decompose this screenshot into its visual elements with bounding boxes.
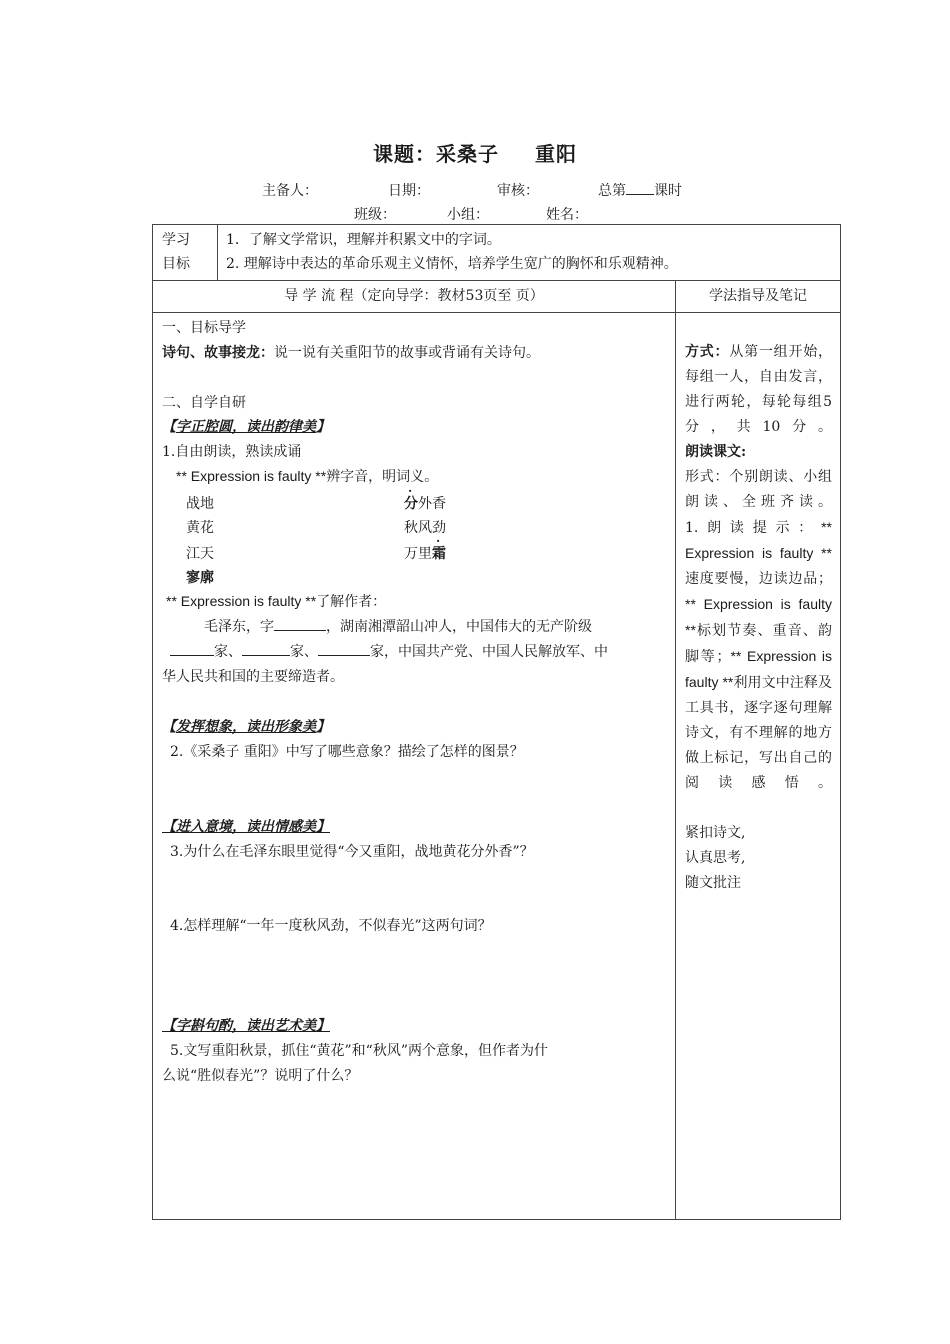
word-5: 江天 (186, 546, 214, 562)
note-read-form: 形式：个别朗读、小组朗读、全班齐读。 (685, 469, 832, 510)
word-1: 战地 (186, 496, 214, 512)
tag-art-text: 【字斟句酌，读出艺术美】 (162, 1018, 330, 1034)
group-label: 小组： (447, 207, 489, 223)
author-task (166, 591, 386, 611)
role-blank-1[interactable] (170, 641, 214, 656)
note-end-1: 紧扣诗文, (685, 825, 746, 841)
tag-imagery: 【发挥想象，读出形象美】 (162, 719, 330, 735)
pronunciation-task (176, 466, 438, 486)
question-2: 2.《采桑子 重阳》中写了哪些意象？描绘了怎样的图景？ (170, 744, 524, 760)
note-tip-1: 1.朗读提示： (685, 520, 822, 536)
objective-item-2: 2. 理解诗中表达的革命乐观主义情怀，培养学生宽广的胸怀和乐观精神。 (226, 256, 678, 272)
question-5-line-2: 么说“胜似春光”？说明了什么？ (162, 1068, 359, 1084)
author-line-3: 华人民共和国的主要缔造者。 (162, 669, 344, 685)
author-2b: 家、 (290, 644, 318, 660)
total-prefix: 总第 (598, 183, 626, 199)
note-end-2: 认真思考, (685, 850, 746, 866)
review-label: 审核： (497, 183, 539, 199)
tag-art (162, 1015, 330, 1035)
word-4: 秋风劲 (404, 520, 446, 536)
section-1-text: 说一说有关重阳节的故事或背诵有关诗句。 (274, 345, 540, 361)
note-read-label: 朗读课文: (685, 444, 747, 460)
author-line-2 (170, 641, 608, 661)
role-blank-3[interactable] (318, 641, 370, 656)
note-tip-4: 利用文中注释及工具书，逐字逐句理解诗文，有不理解的地方做上标记，写出自己的阅读感悟。 (685, 675, 832, 791)
total-lessons (598, 180, 682, 200)
tag-rhythm-text: 字正腔圆，读出韵律美 (176, 419, 316, 435)
tag-rhythm: 【字正腔圆，读出韵律美】 (162, 419, 330, 435)
word-6-head: 万里 (404, 546, 432, 562)
expression-error: ** Expression is faulty ** (176, 468, 327, 484)
note-tip-expr-1: ** Expression is faulty ** (685, 519, 832, 561)
word-2-rest: 外香 (418, 496, 446, 512)
lesson-number-blank[interactable] (626, 180, 654, 195)
note-end-3: 随文批注 (685, 875, 741, 891)
tag-art-label: 字斟句酌，读出艺术美 (176, 1018, 316, 1034)
notes-header: 学法指导及笔记 (709, 288, 807, 304)
tag-emotion (162, 816, 330, 836)
word-3: 黄花 (186, 520, 214, 536)
note-tip-2: 速度要慢，边读边品； (685, 571, 832, 587)
word-2 (404, 493, 446, 513)
note-tips (685, 515, 832, 796)
author-2c: 家，中国共产党、中国人民解放军、中 (370, 644, 608, 660)
question-4: 4.怎样理解“一年一度秋风劲，不似春光”这两句词？ (170, 918, 492, 934)
tag-imagery-text: 发挥想象，读出形象美 (176, 719, 316, 735)
role-blank-2[interactable] (242, 641, 290, 656)
tag-emotion-text: 【进入意境，读出情感美】 (162, 819, 330, 835)
note-tip-3: 标划节奏、重音、韵脚等； (685, 623, 832, 665)
notes-column (685, 340, 832, 896)
section-2-title: 二、自学自研 (162, 395, 246, 411)
date-label: 日期： (388, 183, 430, 199)
note-tip-expr-3: ** Expression is faulty ** (685, 648, 833, 690)
author-task-text: 了解作者： (316, 594, 387, 610)
word-6 (404, 543, 446, 563)
author-2a: 家、 (214, 644, 242, 660)
section-1-lead: 诗句、故事接龙： (162, 345, 274, 361)
note-method-text: 从第一组开始，每组一人，自由发言，进行两轮，每轮每组5分，共10分。 (685, 344, 833, 435)
section-1-title: 一、目标导学 (162, 320, 246, 336)
author-1a: 毛泽东，字 (204, 619, 274, 635)
section-1-line (162, 342, 540, 362)
expression-error-2: ** Expression is faulty ** (166, 593, 317, 609)
name-label: 姓名： (546, 207, 588, 223)
objectives-label-2: 目标 (162, 256, 190, 272)
flow-header: 导 学 流 程（定向导学：教材53页至 页） (284, 288, 544, 304)
word-7: 寥廓 (186, 570, 214, 586)
title-right: 重阳 (535, 142, 577, 166)
class-label: 班级： (354, 207, 396, 223)
word-2-first-char: 分 (404, 496, 418, 512)
author-1b: ，湖南湘潭韶山冲人，中国伟大的无产阶级 (326, 619, 592, 635)
author-line-1 (204, 616, 592, 636)
note-tip-expr-2: ** Expression is faulty ** (685, 596, 832, 638)
objective-item-1: 1．了解文学常识，理解并积累文中的字词。 (226, 232, 501, 248)
courtesy-name-blank[interactable] (274, 616, 326, 631)
preparer-label: 主备人： (262, 183, 318, 199)
note-method-label: 方式： (685, 344, 730, 360)
note-method (685, 340, 832, 440)
total-suffix: 课时 (654, 183, 682, 199)
question-1: 1.自由朗读，熟读成诵 (162, 444, 302, 460)
objectives-label-1: 学习 (162, 232, 190, 248)
word-6-last-char: 霜 (432, 546, 446, 562)
page-title (0, 138, 950, 167)
title-left: 课题：采桑子 (373, 142, 499, 166)
question-5-line-1: 5.文写重阳秋景，抓住“黄花”和“秋风”两个意象，但作者为什 (170, 1043, 548, 1059)
question-3: 3.为什么在毛泽东眼里觉得“今又重阳，战地黄花分外香”？ (170, 844, 534, 860)
pronunciation-text: 辨字音，明词义。 (326, 469, 439, 485)
tag-emotion-label: 进入意境，读出情感美 (176, 819, 316, 835)
